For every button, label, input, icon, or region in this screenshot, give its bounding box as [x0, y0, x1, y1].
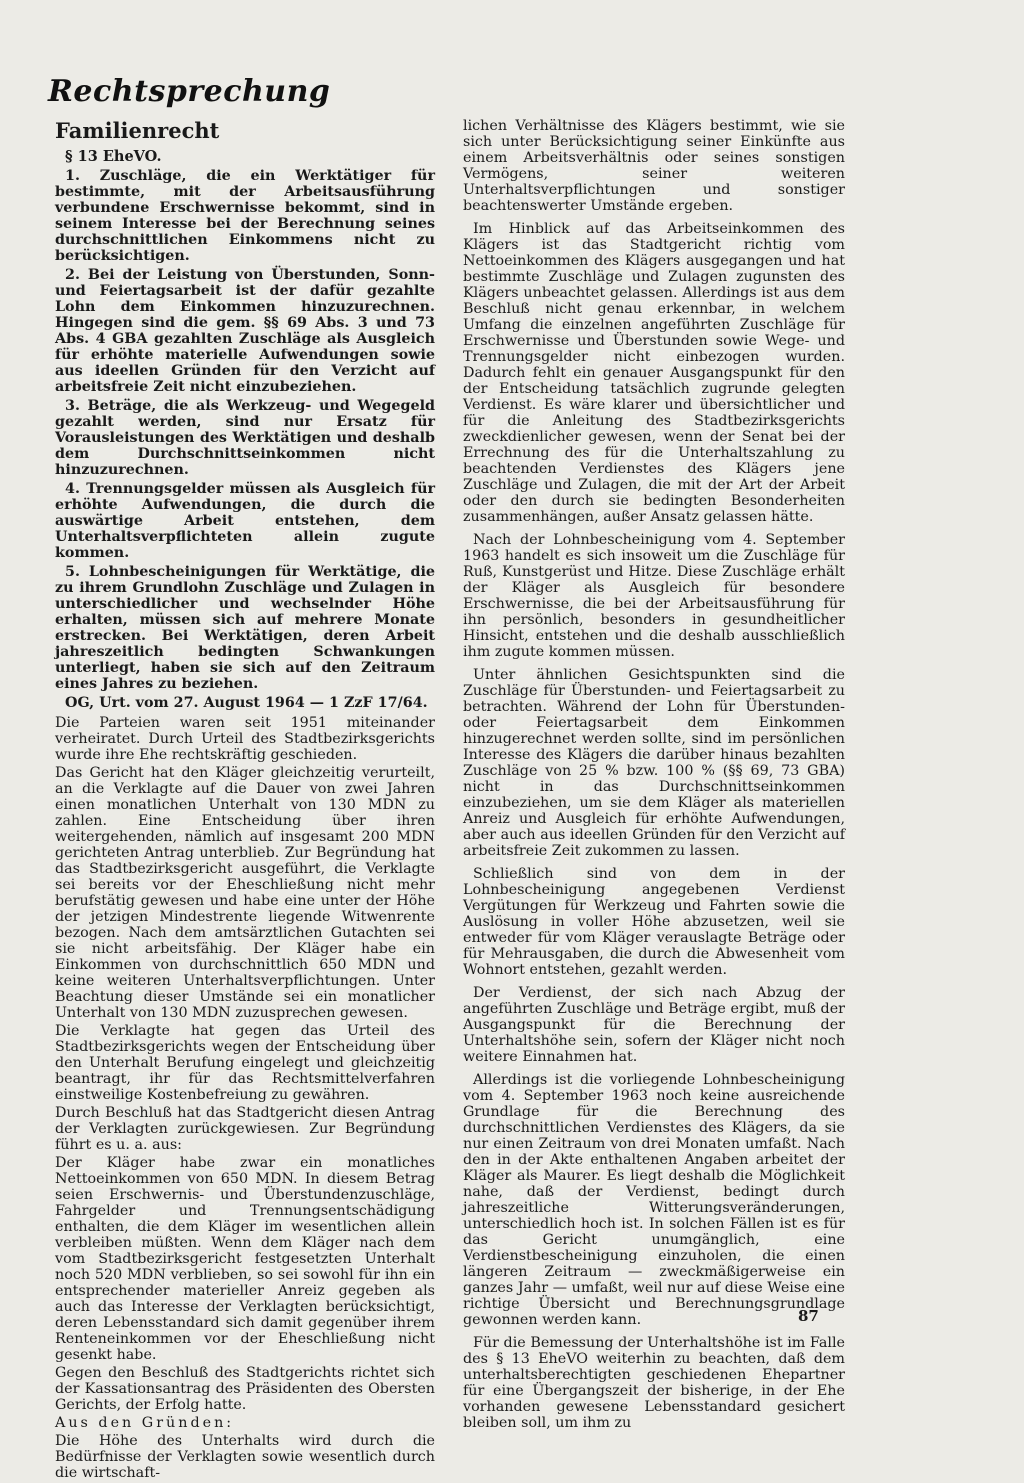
page-number: 87	[798, 1307, 819, 1325]
body-paragraph: Die Höhe des Unterhalts wird durch die Bedürfnisse der Verklagten sowie wesentlich durch die wirtschaft-	[55, 1433, 435, 1481]
leitsatz: 1. Zuschläge, die ein Werktätiger für bestimmte, mit der Arbeitsausführung verbundene Erschwernisse bekommt, sind in seinem Interesse bei der Berechnung seines durchschnittlichen Einkommens nicht zu berücksichtigen.	[55, 168, 435, 264]
subsection-title: Familienrecht	[55, 118, 220, 143]
body-paragraph: Die Parteien waren seit 1951 miteinander verheiratet. Durch Urteil des Stadtbezirksgerichts wurde ihre Ehe rechtskräftig geschieden.	[55, 715, 435, 763]
right-column	[463, 118, 845, 1438]
body-paragraph: Der Kläger habe zwar ein monatliches Nettoeinkommen von 650 MDN. In diesem Betrag seien Erschwernis- und Überstundenzuschläge, Fahrgelder und Trennungsentschädigung enthalten, die dem Kläger im wesentlichen allein verbleiben müßten. Wenn dem Kläger nach dem vom Stadtbezirksgericht festgesetzten Unterhalt noch 520 MDN verblieben, so sei sowohl für ihn ein entsprechender materieller Anreiz gegeben als auch das Interesse der Verklagten berücksichtigt, deren Lebensstandard sich damit gegenüber ihrem Renteneinkommen vor der Eheschließung nicht gesenkt habe.	[55, 1155, 435, 1363]
body-paragraph: Der Verdienst, der sich nach Abzug der angeführten Zuschläge und Beträge ergibt, muß der Ausgangspunkt für die Berechnung der Unterhaltshöhe sein, sofern der Kläger nicht noch weitere Einnahmen hat.	[463, 985, 845, 1065]
section-title: Rechtsprechung	[48, 74, 331, 109]
body-paragraph: Gegen den Beschluß des Stadtgerichts richtet sich der Kassationsantrag des Präsidenten des Obersten Gerichts, der Erfolg hatte.	[55, 1365, 435, 1413]
leitsatz: 5. Lohnbescheinigungen für Werktätige, die zu ihrem Grundlohn Zuschläge und Zulagen in unterschiedlicher und wechselnder Höhe erhalten, müssen sich auf mehrere Monate erstrecken. Bei Werktätigen, deren Arbeit jahreszeitlich bedingten Schwankungen unterliegt, haben sie sich auf den Zeitraum eines Jahres zu beziehen.	[55, 564, 435, 692]
paragraph-reference: § 13 EheVO.	[65, 148, 162, 165]
left-column	[55, 118, 435, 1483]
body-paragraph: lichen Verhältnisse des Klägers bestimmt, wie sie sich unter Berücksichtigung seiner Einkünfte aus einem Arbeitsverhältnis oder seines sonstigen Vermögens, seiner weiteren Unterhaltsverpflichtungen und sonstiger beachtenswerter Umstände ergeben.	[463, 118, 845, 214]
body-paragraph: Das Gericht hat den Kläger gleichzeitig verurteilt, an die Verklagte auf die Dauer von zwei Jahren einen monatlichen Unterhalt von 130 MDN zu zahlen. Eine Entscheidung über ihren weitergehenden, nämlich auf insgesamt 200 MDN gerichteten Antrag unterblieb. Zur Begründung hat das Stadtbezirksgericht ausgeführt, die Verklagte sei bereits vor der Eheschließung nicht mehr berufstätig gewesen und habe eine unter der Höhe der jetzigen Mindestrente liegende Witwenrente bezogen. Nach dem amtsärztlichen Gutachten sei sie nicht arbeitsfähig. Der Kläger habe ein Einkommen von durchschnittlich 650 MDN und keine weiteren Unterhaltsverpflichtungen. Unter Beachtung dieser Umstände sei ein monatlicher Unterhalt von 130 MDN zuzusprechen gewesen.	[55, 765, 435, 1021]
court-citation: OG, Urt. vom 27. August 1964 — 1 ZzF 17/64.	[65, 695, 428, 711]
body-paragraph: Allerdings ist die vorliegende Lohnbescheinigung vom 4. September 1963 noch keine ausreichende Grundlage für die Berechnung des durchschnittlichen Verdienstes des Klägers, da sie nur einen Zeitraum von drei Monaten umfaßt. Nach den in der Akte enthaltenen Angaben arbeitet der Kläger als Maurer. Es liegt deshalb die Möglichkeit nahe, daß der Verdienst, bedingt durch jahreszeitliche Witterungsveränderungen, unterschiedlich hoch ist. In solchen Fällen ist es für das Gericht unumgänglich, eine Verdienstbescheinigung einzuholen, die einen längeren Zeitraum — zweckmäßigerweise ein ganzes Jahr — umfaßt, weil nur auf diese Weise eine richtige Übersicht und Berechnungsgrundlage gewonnen werden kann.	[463, 1072, 845, 1328]
gruende-heading: Aus den Gründen:	[55, 1415, 235, 1431]
body-paragraph: Im Hinblick auf das Arbeitseinkommen des Klägers ist das Stadtgericht richtig vom Nettoeinkommen des Klägers ausgegangen und hat bestimmte Zuschläge und Zulagen zugunsten des Klägers unbeachtet gelassen. Allerdings ist aus dem Beschluß nicht genau erkennbar, in welchem Umfang die einzelnen angeführten Zuschläge für Erschwernisse und Überstunden sowie Wege- und Trennungsgelder nicht einbezogen wurden. Dadurch fehlt ein genauer Ausgangspunkt für den der Entscheidung tatsächlich zugrunde gelegten Verdienst. Es wäre klarer und übersichtlicher und für die Anleitung des Stadtbezirksgerichts zweckdienlicher gewesen, wenn der Senat bei der Errechnung des für die Unterhaltszahlung zu beachtenden Verdienstes des Klägers jene Zuschläge und Zulagen, die mit der Art der Arbeit oder den durch sie bedingten Besonderheiten zusammenhängen, außer Ansatz gelassen hätte.	[463, 221, 845, 525]
leitsatz: 3. Beträge, die als Werkzeug- und Wegegeld gezahlt werden, sind nur Ersatz für Vorausleistungen des Werktätigen und deshalb dem Durchschnittseinkommen nicht hinzuzurechnen.	[55, 398, 435, 478]
leitsatz: 2. Bei der Leistung von Überstunden, Sonn- und Feiertagsarbeit ist der dafür gezahlte Lohn dem Einkommen hinzuzurechnen. Hingegen sind die gem. §§ 69 Abs. 3 und 73 Abs. 4 GBA gezahlten Zuschläge als Ausgleich für erhöhte materielle Aufwendungen sowie aus ideellen Gründen für den Verzicht auf arbeitsfreie Zeit nicht einzubeziehen.	[55, 267, 435, 395]
body-paragraph: Schließlich sind von dem in der Lohnbescheinigung angegebenen Verdienst Vergütungen für Werkzeug und Fahrten sowie die Auslösung in voller Höhe abzusetzen, weil sie entweder für vom Kläger verauslagte Beträge oder für Mehrausgaben, die durch die Abwesenheit vom Wohnort entstehen, gezahlt werden.	[463, 866, 845, 978]
body-paragraph: Durch Beschluß hat das Stadtgericht diesen Antrag der Verklagten zurückgewiesen. Zur Begründung führt es u. a. aus:	[55, 1105, 435, 1153]
body-paragraph: Für die Bemessung der Unterhaltshöhe ist im Falle des § 13 EheVO weiterhin zu beachten, daß dem unterhaltsberechtigten geschiedenen Ehepartner für eine Übergangszeit der bisherige, in der Ehe vorhanden gewesene Lebensstandard gesichert bleiben soll, um ihm zu	[463, 1335, 845, 1431]
body-paragraph: Nach der Lohnbescheinigung vom 4. September 1963 handelt es sich insoweit um die Zuschläge für Ruß, Kunstgerüst und Hitze. Diese Zuschläge erhält der Kläger als Ausgleich für besondere Erschwernisse, die bei der Arbeitsausführung für ihn persönlich, besonders in gesundheitlicher Hinsicht, entstehen und die deshalb ausschließlich ihm zugute kommen müssen.	[463, 532, 845, 660]
body-paragraph: Unter ähnlichen Gesichtspunkten sind die Zuschläge für Überstunden- und Feiertagsarbeit zu betrachten. Während der Lohn für Überstunden- oder Feiertagsarbeit dem Einkommen hinzugerechnet werden sollte, sind im persönlichen Interesse des Klägers die darüber hinaus bezahlten Zuschläge von 25 % bzw. 100 % (§§ 69, 73 GBA) nicht in das Durchschnittseinkommen einzubeziehen, um sie dem Kläger als materiellen Anreiz und Ausgleich für erhöhte Aufwendungen, aber auch aus ideellen Gründen für den Verzicht auf arbeitsfreie Zeit zukommen zu lassen.	[463, 667, 845, 859]
body-paragraph: Die Verklagte hat gegen das Urteil des Stadtbezirksgerichts wegen der Entscheidung über den Unterhalt Berufung eingelegt und gleichzeitig beantragt, ihr für das Rechtsmittelverfahren einstweilige Kostenbefreiung zu gewähren.	[55, 1023, 435, 1103]
leitsatz: 4. Trennungsgelder müssen als Ausgleich für erhöhte Aufwendungen, die durch die auswärtige Arbeit entstehen, dem Unterhaltsverpflichteten allein zugute kommen.	[55, 481, 435, 561]
